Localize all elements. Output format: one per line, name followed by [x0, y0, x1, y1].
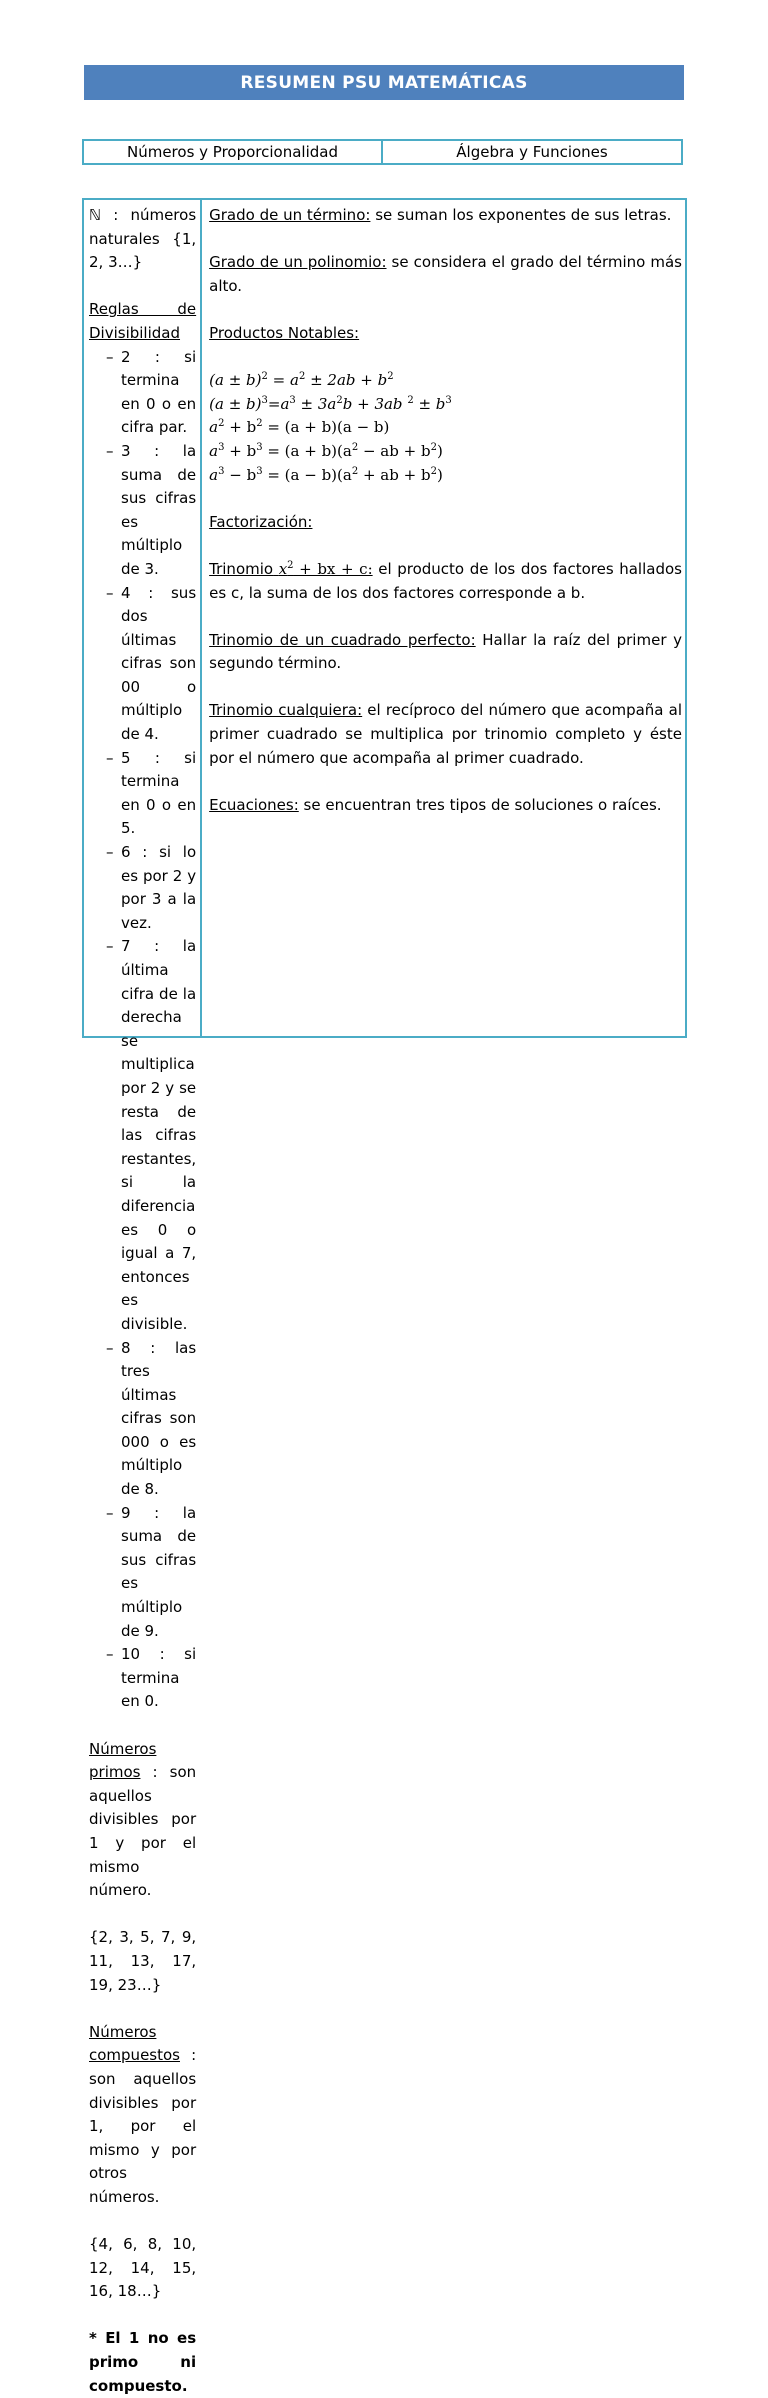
formula-cubo-binomio: $(a \pm b)^3=a^3 \pm 3a^2b + 3ab$ $^2 \pm b^3$: [209, 394, 452, 413]
compuestos-list: {4, 6, 8, 10, 12, 14, 15, 16, 18…}: [89, 2235, 197, 2301]
ecuaciones-term: Ecuaciones:: [209, 795, 299, 814]
reglas-title: Reglas de Divisibilidad: [89, 300, 197, 342]
trinomio-simple-definition: el producto de los dos factores hallados es c, la suma de los dos factores corresponde a b.: [209, 559, 682, 602]
compuestos-term: Números compuestos: [89, 2022, 180, 2065]
note-uno: * El 1 no es primo ni compuesto.: [89, 2329, 197, 2395]
regla-item: – 6 : si lo es por 2 y por 3 a la vez.: [89, 841, 196, 935]
trinomio-cuadrado-definition: Hallar la raíz del primer y segundo término.: [209, 630, 682, 673]
productos-title: Productos Notables:: [209, 323, 360, 342]
trinomio-cualquiera-term: Trinomio cualquiera:: [209, 701, 363, 720]
naturales-line: ℕ : números naturales {1, 2, 3…}: [89, 206, 197, 272]
header-algebra: Álgebra y Funciones: [456, 143, 608, 161]
regla-item: – 2 : si termina en 0 o en cifra par.: [89, 346, 196, 440]
regla-item: – 8 : las tres últimas cifras son 000 o es múltiplo de 8.: [89, 1337, 196, 1502]
trinomio-simple-paragraph: [209, 558, 682, 605]
regla-item: – 3 : la suma de sus cifras es múltiplo de 3.: [89, 440, 196, 582]
formula-cuadrado-binomio: $(a \pm b)^2 = a^2 \pm 2ab + b^2$: [209, 371, 394, 390]
grado-termino-paragraph: [209, 204, 682, 228]
grado-polinomio-term: Grado de un polinomio:: [209, 253, 387, 272]
grado-termino-term: Grado de un término:: [209, 206, 371, 224]
primos-list: {2, 3, 5, 7, 9, 11, 13, 17, 19, 23…}: [89, 1928, 197, 1994]
formula-diferencia-cubos: $a^3 - b^3 = (a - b)(a^2$ + ab + $b^2$): [209, 465, 443, 484]
column-algebra: [202, 200, 685, 1036]
ecuaciones-definition: se encuentran tres tipos de soluciones o raíces.: [298, 795, 662, 814]
regla-item: – 5 : si termina en 0 o en 5.: [89, 747, 196, 841]
compuestos-definition: : son aquellos divisibles por 1, por el mismo y por otros números.: [89, 2046, 197, 2206]
trinomio-cualquiera-paragraph: [209, 699, 682, 770]
formula-suma-cubos: $a^3 + b^3 = (a + b)(a^2$ − ab + $b^2$): [209, 441, 443, 460]
ecuaciones-paragraph: [209, 794, 682, 818]
trinomio-cuadrado-paragraph: [209, 629, 682, 676]
regla-item: – 9 : la suma de sus cifras es múltiplo de 9.: [89, 1502, 196, 1644]
trinomio-simple-term: Trinomio $x^2$ + bx + c:: [209, 559, 373, 578]
reglas-list: [89, 346, 196, 1714]
grado-polinomio-paragraph: [209, 251, 682, 298]
regla-item: – 7 : la última cifra de la derecha se multiplica por 2 y se resta de las cifras restantes, si la diferencia es 0 o igual a 7, entonces es divisible.: [89, 935, 196, 1336]
compuestos-paragraph: [89, 2021, 196, 2210]
grado-termino-definition: se suman los exponentes de sus letras.: [370, 206, 672, 224]
content-table: [82, 198, 687, 2395]
factorizacion-title: Factorización:: [209, 512, 313, 531]
primos-term: Números primos: [89, 1739, 157, 1782]
trinomio-cualquiera-definition: el recíproco del número que acompaña al primer cuadrado se multiplica por trinomio completo y éste por el número que acompaña al primer cuadrado.: [209, 701, 682, 767]
regla-item: – 10 : si termina en 0.: [89, 1643, 196, 1714]
header-numeros: Números y Proporcionalidad: [84, 141, 383, 163]
primos-definition: : son aquellos divisibles por 1 y por el mismo número.: [89, 1763, 197, 1900]
formula-diferencia-cuadrados: $a^2 + b^2 = (a + b)(a - b)$: [209, 418, 390, 437]
trinomio-cuadrado-term: Trinomio de un cuadrado perfecto:: [209, 630, 476, 649]
primos-paragraph: [89, 1738, 196, 1903]
column-numeros: [84, 200, 202, 2395]
grado-polinomio-definition: se considera el grado del término más alto.: [209, 253, 682, 295]
page-title: RESUMEN PSU MATEMÁTICAS: [84, 65, 684, 100]
regla-item: – 4 : sus dos últimas cifras son 00 o múltiplo de 4.: [89, 582, 196, 747]
section-header-table: [82, 139, 683, 165]
